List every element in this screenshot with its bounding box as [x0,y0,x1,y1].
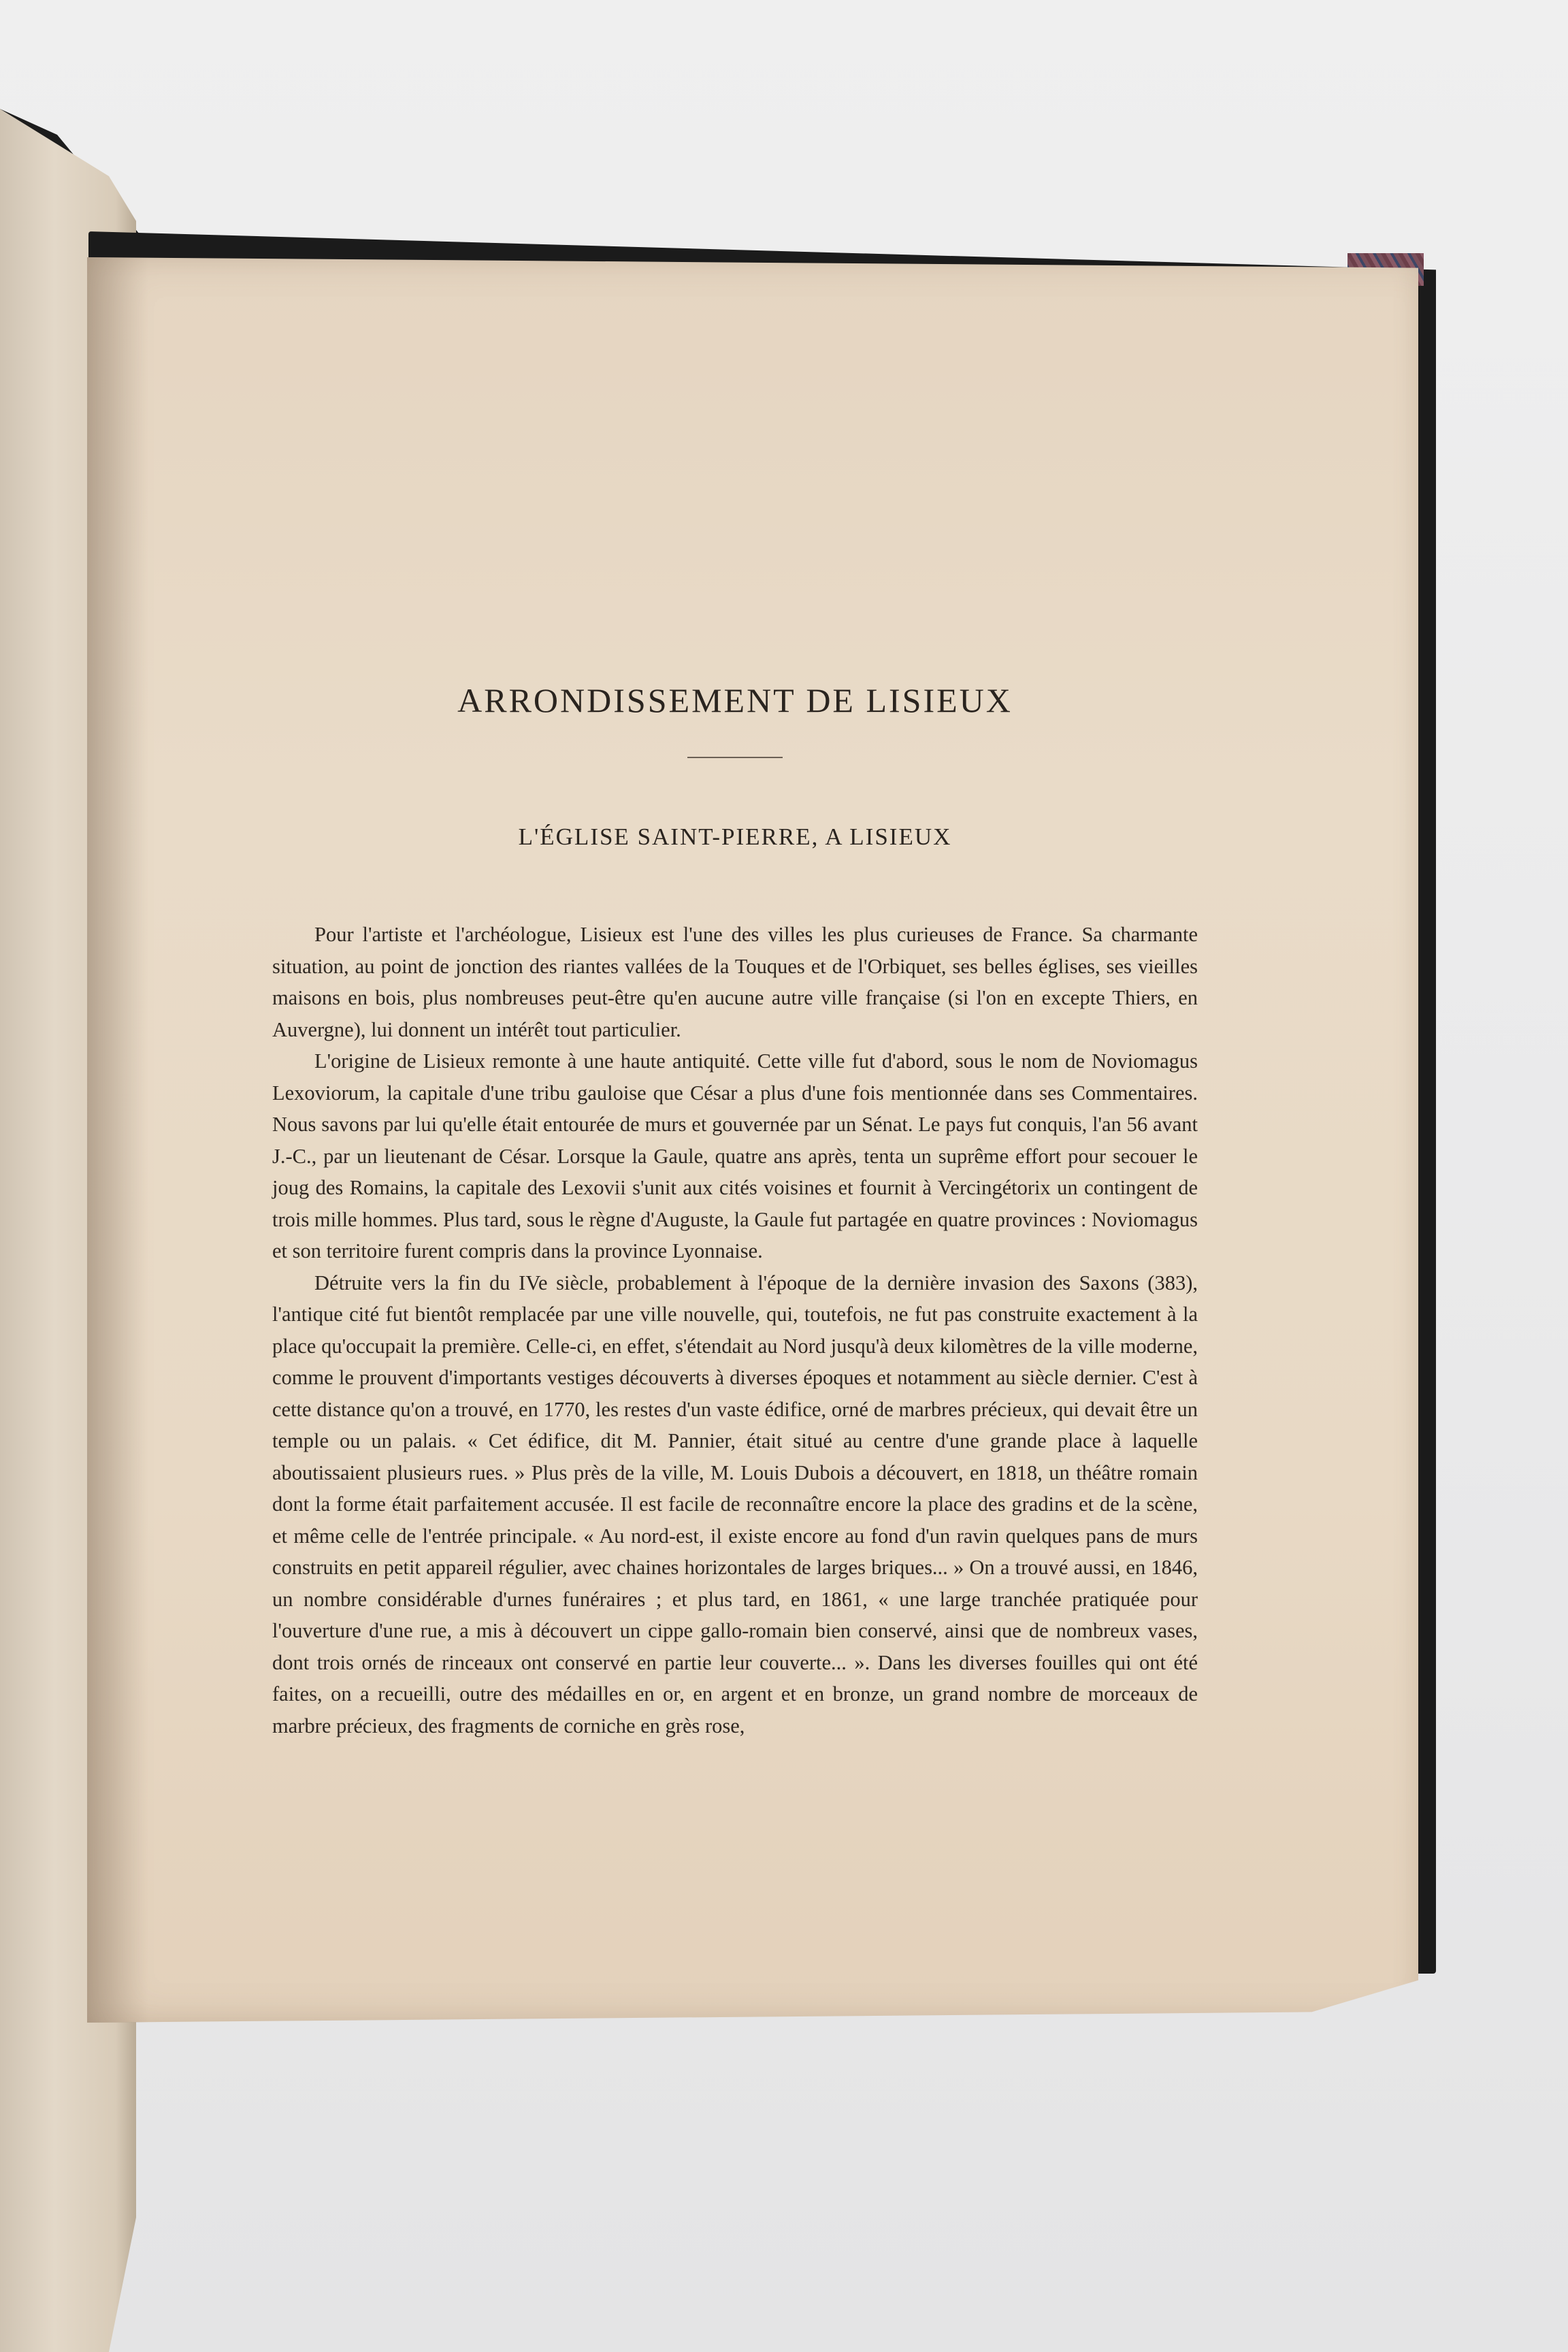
page-content [272,681,1198,1742]
section-title: L'ÉGLISE SAINT-PIERRE, A LISIEUX [518,823,952,850]
paragraph-2: L'origine de Lisieux remonte à une haute antiquité. Cette ville fut d'abord, sous le nom de Noviomagus Lexoviorum, la capitale d'une tribu gauloise que César a plus d'une fois mentionnée dans ses Commentaires. Nous savons par lui qu'elle était entourée de murs et gouvernée par un Sénat. Le pays fut conquis, l'an 56 avant J.-C., par un lieutenant de César. Lorsque la Gaule, quatre ans après, tenta un suprême effort pour secouer le joug des Romains, la capitale des Lexovii s'unit aux cités voisines et fournit à Vercingétorix un contingent de trois mille hommes. Plus tard, sous le règne d'Auguste, la Gaule fut partagée en quatre provinces : Noviomagus et son territoire furent compris dans la province Lyonnaise. [272,1049,1198,1262]
title-divider [687,757,783,758]
page-gutter-shadow [87,257,148,2023]
page-title: ARRONDISSEMENT DE LISIEUX [457,681,1013,719]
paragraph-1: Pour l'artiste et l'archéologue, Lisieux est l'une des villes les plus curieuses de France. Sa charmante situation, au point de jonction des riantes vallées de la Touques et de l'Orbiquet, ses belles églises, ses vieilles maisons en bois, plus nombreuses peut-être qu'en aucune autre ville française (si l'on en excepte Thiers, en Auvergne), lui donnent un intérêt tout particulier. [272,923,1198,1041]
body-text [272,919,1198,1742]
paragraph-3: Détruite vers la fin du IVe siècle, probablement à l'époque de la dernière invasion des Saxons (383), l'antique cité fut bientôt remplacée par une ville nouvelle, qui, toutefois, ne fut pas construite exactement à la place qu'occupait la première. Celle-ci, en effet, s'étendait au Nord jusqu'à deux kilomètres de la ville moderne, comme le prouvent d'importants vestiges découverts à diverses époques et notamment au siècle dernier. C'est à cette distance qu'on a trouvé, en 1770, les restes d'un vaste édifice, orné de marbres précieux, qui devait être un temple ou un palais. « Cet édifice, dit M. Pannier, était situé au centre d'une grande place à laquelle aboutissaient plusieurs rues. » Plus près de la ville, M. Louis Dubois a découvert, en 1818, un théâtre romain dont la forme était parfaitement accusée. Il est facile de reconnaître encore la place des gradins et de la scène, et même celle de l'entrée principale. « Au nord-est, il existe encore au fond d'un ravin quelques pans de murs construits en petit appareil régulier, avec chaines horizontales de larges briques... » On a trouvé aussi, en 1846, un nombre considérable d'urnes funéraires ; et plus tard, en 1861, « une large tranchée pratiquée pour l'ouverture d'une rue, a mis à découvert un cippe gallo-romain bien conservé, ainsi que de nombreux vases, dont trois ornés de rinceaux ont conservé en partie leur couverte... ». Dans les diverses fouilles qui ont été faites, on a recueilli, outre des médailles en or, en argent et en bronze, un grand nombre de morceaux de marbre précieux, des fragments de corniche en grès rose, [272,1271,1198,1737]
